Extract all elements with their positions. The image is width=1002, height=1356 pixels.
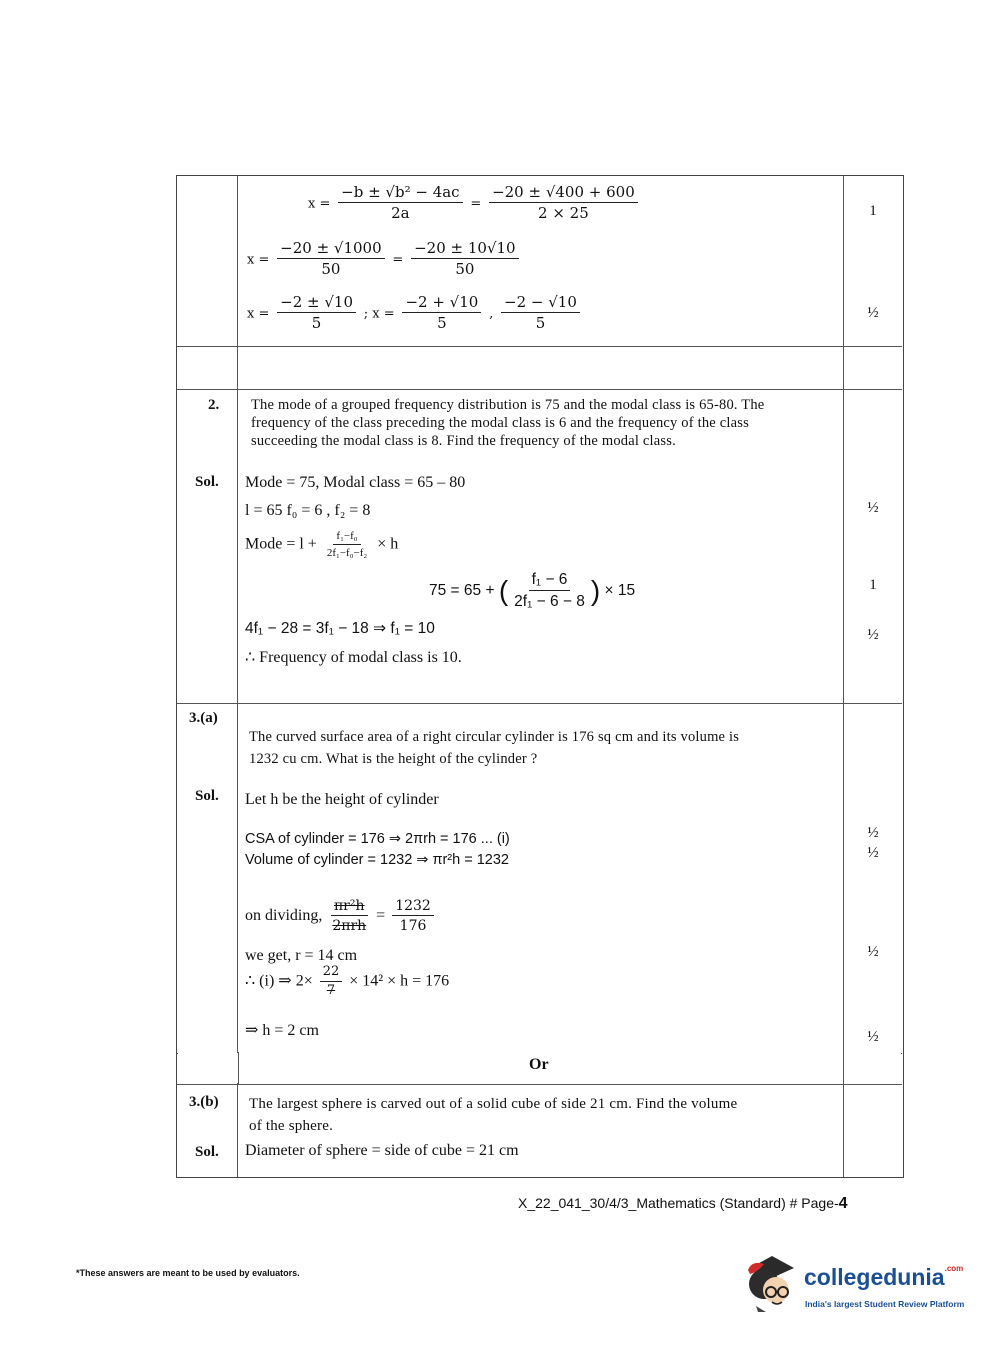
- row-divider: [177, 346, 902, 347]
- mark: 1: [869, 577, 877, 593]
- equation-2: x = $\frac{-20 \pm √1000}{50}$ = $\frac{-20 \pm 10√10}{50}$: [247, 240, 522, 279]
- mode-formula: Mode = l + $\frac{\text{f₁−f₀}}{\text{2f₁−f₀−f₂}}$ × h: [245, 530, 399, 559]
- question-text: The curved surface area of a right circular cylinder is 176 sq cm and its volume is 1232 cu cm. What is the height of the cylinder ?: [249, 729, 740, 767]
- solution-line: l = 65 f₀ = 6 , f₂ = 8: [245, 502, 371, 519]
- col-divider-left: [237, 176, 238, 1177]
- question-text: The mode of a grouped frequency distribution is 75 and the modal class is 65-80. The frequency of the class preceding the modal class is 6 and the frequency of the class succeeding the modal class is 8. Find the frequency of the modal class.: [251, 397, 765, 449]
- evaluator-note: *These answers are meant to be used by evaluators.: [76, 1268, 300, 1278]
- mark: 1: [869, 203, 877, 219]
- question-text: The largest sphere is carved out of a solid cube of side 21 cm. Find the volume of the sphere.: [249, 1096, 738, 1134]
- mark: ½: [867, 825, 879, 841]
- equation-1: x = $\frac{\text{−b ± √b² − 4ac}}{2a}$ = $\frac{-20 \pm √400 + 600}{2 \times 25}$: [308, 184, 641, 223]
- question-number: 3.(a): [189, 710, 218, 726]
- mark: ½: [867, 1029, 879, 1045]
- mark: ½: [867, 845, 879, 861]
- solution-conclusion: ∴ Frequency of modal class is 10.: [245, 649, 462, 666]
- dividing-equation: on dividing, $\frac{\text{πr²h}}{\text{2πrh}}$ = $\frac{1232}{176}$: [245, 898, 437, 934]
- csa-equation: CSA of cylinder = 176 ⇒ 2πrh = 176 ... (i): [245, 831, 510, 847]
- question-number: 3.(b): [189, 1094, 219, 1110]
- page-footer: X_22_041_30/4/3_Mathematics (Standard) # Page-4: [518, 1195, 848, 1212]
- mark: ½: [867, 500, 879, 516]
- substitution-equation: ∴ (i) ⇒ 2× $\frac{22}{7}$ × 14² × h = 176: [245, 964, 450, 998]
- mark: ½: [867, 305, 879, 321]
- solution-line: Diameter of sphere = side of cube = 21 cm: [245, 1142, 519, 1159]
- solution-label: Sol.: [195, 1144, 219, 1160]
- height-result: ⇒ h = 2 cm: [245, 1022, 319, 1039]
- col-divider-right: [843, 176, 844, 1177]
- radius-result: we get, r = 14 cm: [245, 947, 358, 964]
- collegedunia-mascot-icon: [742, 1250, 802, 1314]
- solution-line: Let h be the height of cylinder: [245, 791, 439, 808]
- row-divider: [177, 1084, 902, 1085]
- volume-equation: Volume of cylinder = 1232 ⇒ πr²h = 1232: [245, 852, 509, 868]
- or-row-divider: [238, 1052, 239, 1084]
- mode-equation: 75 = 65 + ( $\frac{\text{f₁ − 6}}{\text{2f₁ − 6 − 8}}$ ) × 15: [429, 571, 636, 610]
- mark: ½: [867, 627, 879, 643]
- solution-line: Mode = 75, Modal class = 65 – 80: [245, 474, 466, 491]
- row-divider: [177, 389, 902, 390]
- mark: ½: [867, 944, 879, 960]
- brand-tagline: India's largest Student Review Platform: [805, 1299, 965, 1309]
- or-separator: Or: [529, 1056, 549, 1073]
- row-divider: [177, 703, 902, 704]
- solution-label: Sol.: [195, 788, 219, 804]
- question-number: 2.: [208, 397, 220, 413]
- solution-line: 4f₁ − 28 = 3f₁ − 18 ⇒ f₁ = 10: [245, 620, 435, 637]
- equation-3: x = $\frac{-2 \pm √10}{5}$ ; x = $\frac{-2 + √10}{5}$ , $\frac{-2 - √10}{5}$: [247, 294, 583, 333]
- brand-name: collegedunia$^{.com}$: [804, 1264, 964, 1290]
- or-row-divider: [843, 1052, 844, 1084]
- solution-label: Sol.: [195, 474, 219, 490]
